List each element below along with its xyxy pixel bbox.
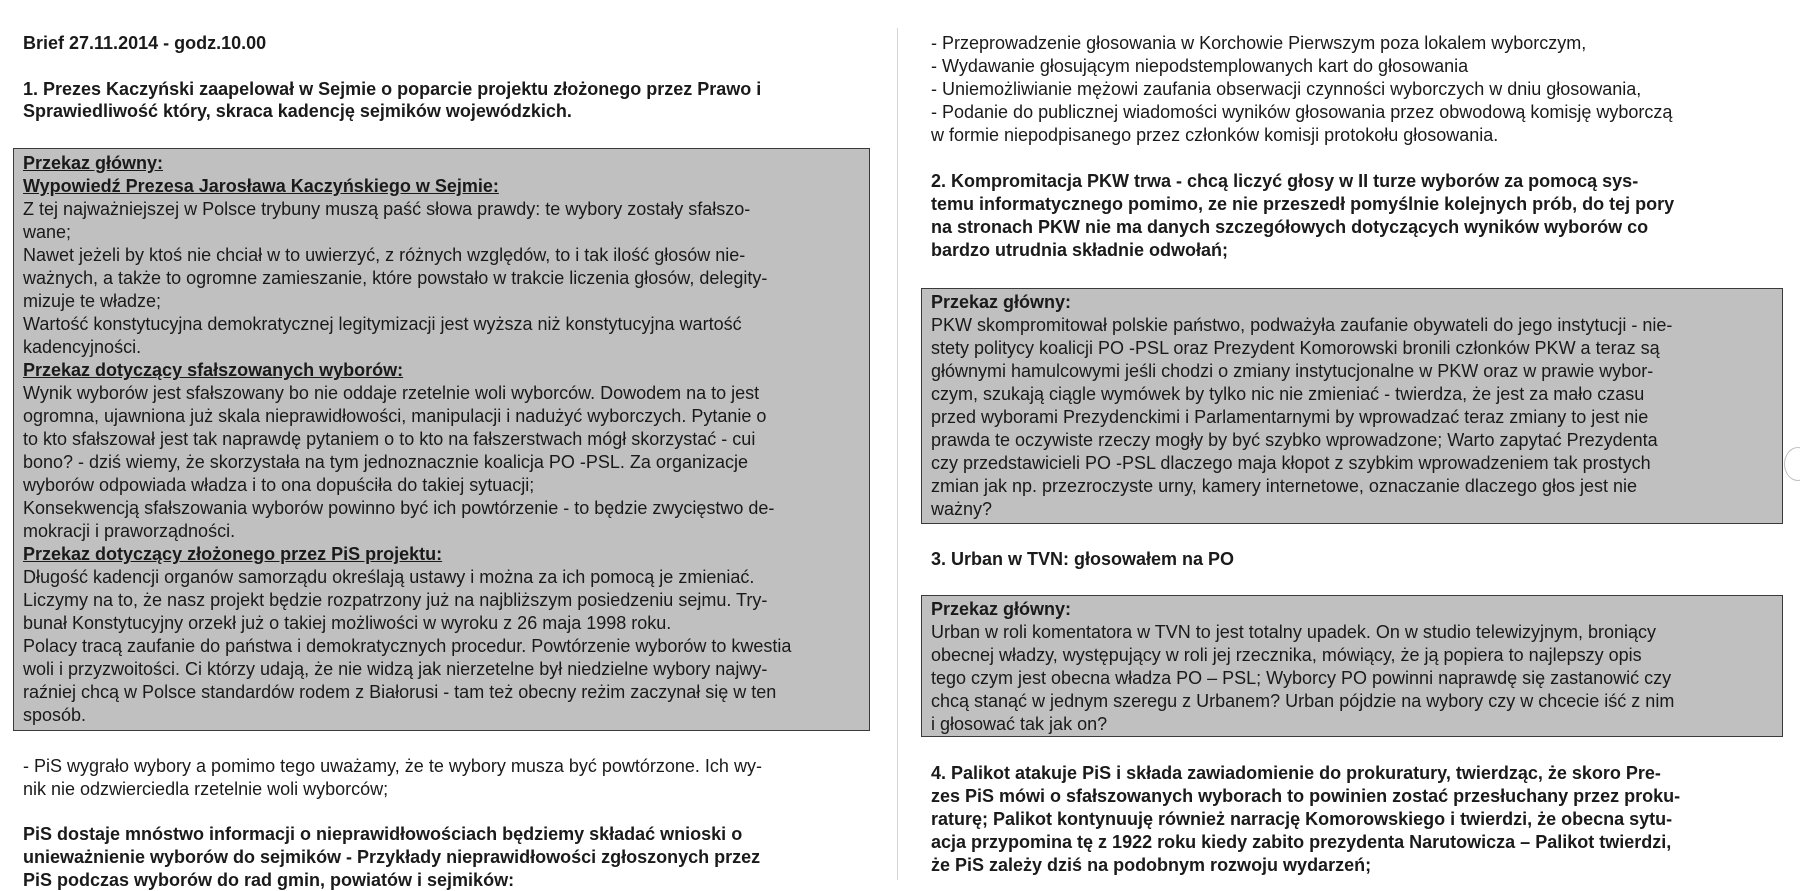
page-scroll-handle[interactable] <box>1784 447 1800 481</box>
box-text-line: ogromna, ujawniona już skala nieprawidłowości, manipulacji i nadużyć wyborczych. Pytanie o <box>23 406 767 426</box>
box-heading: Przekaz główny: <box>931 599 1072 619</box>
section2-title-line: na stronach PKW nie ma danych szczegółowych dotyczących wyników wyborów co <box>931 217 1649 237</box>
box-text-line: prawda te oczywiste rzeczy mogły by być szybko wprowadzone; Warto zapytać Prezydenta <box>931 430 1658 450</box>
section3-title: 3. Urban w TVN: głosowałem na PO <box>931 549 1235 569</box>
box-text-line: stety politycy koalicji PO -PSL oraz Prezydent Komorowski bronili członków PKW a teraz są <box>931 338 1660 358</box>
box-text-line: Długość kadencji organów samorządu określają ustawy i można za ich pomocą je zmieniać. <box>23 567 755 587</box>
box-text-line: bono? - dziś wiemy, że skorzystała na tym jednoznacznie koalicja PO -PSL. Za organizacje <box>23 452 748 472</box>
box-text-line: mokracji i praworządności. <box>23 521 236 541</box>
box-heading: Wypowiedź Prezesa Jarosława Kaczyńskiego w Sejmie: <box>23 176 499 196</box>
section2-title-line: bardzo utrudnia składnie odwołań; <box>931 240 1229 260</box>
section4-title-line: 4. Palikot atakuje PiS i składa zawiadomienie do prokuratury, twierdząc, że skoro Pre- <box>931 763 1661 783</box>
bold-paragraph-line: unieważnienie wyborów do sejmików - Przykłady nieprawidłowości zgłoszonych przez <box>23 847 761 867</box>
list-item: - Uniemożliwianie mężowi zaufania obserwacji czynności wyborczych w dniu głosowania, <box>931 79 1642 99</box>
box-text-line: przed wyborami Prezydenckimi i Parlamentarnymi by wprowadzać teraz zmiany to jest nie <box>931 407 1649 427</box>
list-item: - Przeprowadzenie głosowania w Korchowie Pierwszym poza lokalem wyborczym, <box>931 33 1587 53</box>
box-text-line: chcą stanąć w jednym szeregu z Urbanem? Urban pójdzie na wybory czy w chcecie iść z nim <box>931 691 1675 711</box>
box-text-line: czym, szukają ciągle wymówek by tylko nic nie zmieniać - twierdza, że jest za mało czasu <box>931 384 1645 404</box>
box-text-line: Wynik wyborów jest sfałszowany bo nie oddaje rzetelnie woli wyborców. Dowodem na to jest <box>23 383 760 403</box>
box-text-line: kadencyjności. <box>23 337 142 357</box>
box-text-line: PKW skompromitował polskie państwo, podważyła zaufanie obywateli do jego instytucji - nie- <box>931 315 1673 335</box>
section4-title-line: acja przypomina tę z 1922 roku kiedy zabito prezydenta Narutowicza – Palikot twierdzi, <box>931 832 1672 852</box>
section2-title-line: 2. Kompromitacja PKW trwa - chcą liczyć głosy w II turze wyborów za pomocą sys- <box>931 171 1639 191</box>
box-text-line: i głosować tak jak on? <box>931 714 1108 734</box>
box-text-line: tego czym jest obecna władza PO – PSL; Wyborcy PO powinni naprawdę się zastanowić czy <box>931 668 1672 688</box>
box-text-line: to kto sfałszował jest tak naprawdę pytaniem o to kto na fałszerstwach mógł skorzystać - cui <box>23 429 756 449</box>
box-text-line: zmian jak np. przezroczyste urny, kamery internetowe, oznaczanie dlaczego głos jest nie <box>931 476 1638 496</box>
box-text-line: Z tej najważniejszej w Polsce trybuny muszą paść słowa prawdy: te wybory zostały sfałszo- <box>23 199 751 219</box>
box-text-line: bunał Konstytucyjny orzekł już o takiej możliwości w wyroku z 26 maja 1998 roku. <box>23 613 672 633</box>
box-text-line: głównymi hamulcowymi jeśli chodzi o zmiany instytucjonalne w PKW oraz w prawie wybor- <box>931 361 1654 381</box>
box-text-line: Konsekwencją sfałszowania wyborów powinno być ich powtórzenie - to będzie zwycięstwo de- <box>23 498 775 518</box>
body-text-line: - PiS wygrało wybory a pomimo tego uważamy, że te wybory musza być powtórzone. Ich wy- <box>23 756 762 776</box>
box-text-line: woli i przyzwoitości. Ci którzy udają, że nie widzą jak nierzetelne był niedzielne wybory najwy- <box>23 659 768 679</box>
box-text-line: ważny? <box>931 499 993 519</box>
list-item: - Wydawanie głosującym niepodstemplowanych kart do głosowania <box>931 56 1469 76</box>
box-text-line: sposób. <box>23 705 87 725</box>
box-heading: Przekaz główny: <box>23 153 164 173</box>
list-item: - Podanie do publicznej wiadomości wyników głosowania przez obwodową komisję wyborczą <box>931 102 1673 122</box>
box-text-line: obecnej władzy, występujący w roli jej rzecznika, mówiący, że ją popiera to najlepszy opis <box>931 645 1642 665</box>
section1-title-line: Sprawiedliwość który, skraca kadencję sejmików wojewódzkich. <box>23 101 572 121</box>
box-heading: Przekaz dotyczący sfałszowanych wyborów: <box>23 360 404 380</box>
box-heading: Przekaz dotyczący złożonego przez PiS projektu: <box>23 544 443 564</box>
section2-title-line: temu informatycznego pomimo, ze nie przeszedł pomyślnie kolejnych prób, do tej pory <box>931 194 1675 214</box>
box-text-line: Wartość konstytucyjna demokratycznej legitymizacji jest wyższa niż konstytucyjna wartość <box>23 314 742 334</box>
box-heading: Przekaz główny: <box>931 292 1072 312</box>
box-text-line: raźniej chcą w Polsce standardów rodem z Białorusi - tam też obecny reżim zaczynał się w ten <box>23 682 777 702</box>
list-item: w formie niepodpisanego przez członków komisji protokołu głosowania. <box>931 125 1499 145</box>
column-divider <box>897 28 898 880</box>
section4-title-line: raturę; Palikot kontynuuję również narrację Komorowskiego i twierdzi, że obecna sytu- <box>931 809 1673 829</box>
box-text-line: Urban w roli komentatora w TVN to jest totalny upadek. On w studio telewizyjnym, broniący <box>931 622 1656 642</box>
bold-paragraph-line: PiS podczas wyborów do rad gmin, powiatów i sejmików: <box>23 870 515 890</box>
section1-title-line: 1. Prezes Kaczyński zaapelował w Sejmie o poparcie projektu złożonego przez Prawo i <box>23 79 762 99</box>
box-text-line: Polacy tracą zaufanie do państwa i demokratycznych procedur. Powtórzenie wyborów to kwestia <box>23 636 792 656</box>
section4-title-line: że PiS zależy dziś na podobnym rozwoju wydarzeń; <box>931 855 1372 875</box>
brief-header: Brief 27.11.2014 - godz.10.00 <box>23 33 267 53</box>
box-text-line: wane; <box>23 222 72 242</box>
box-text-line: czy przedstawicieli PO -PSL dlaczego maja kłopot z szybkim wprowadzeniem tak prostych <box>931 453 1651 473</box>
bold-paragraph-line: PiS dostaje mnóstwo informacji o nieprawidłowościach będziemy składać wnioski o <box>23 824 743 844</box>
section4-title-line: zes PiS mówi o sfałszowanych wyborach to powinien zostać przesłuchany przez proku- <box>931 786 1681 806</box>
box-text-line: mizuje te władze; <box>23 291 162 311</box>
box-text-line: Nawet jeżeli by ktoś nie chciał w to uwierzyć, z różnych względów, to i tak ilość głosów nie- <box>23 245 746 265</box>
box-text-line: wyborów odpowiada władza i to ona dopuściła do takiej sytuacji; <box>23 475 535 495</box>
body-text-line: nik nie odzwierciedla rzetelnie woli wyborców; <box>23 779 389 799</box>
box-text-line: Liczymy na to, że nasz projekt będzie rozpatrzony już na najbliższym posiedzeniu sejmu. Try- <box>23 590 768 610</box>
box-text-line: ważnych, a także to ogromne zamieszanie, które powstało w trakcie liczenia głosów, delegity- <box>23 268 768 288</box>
